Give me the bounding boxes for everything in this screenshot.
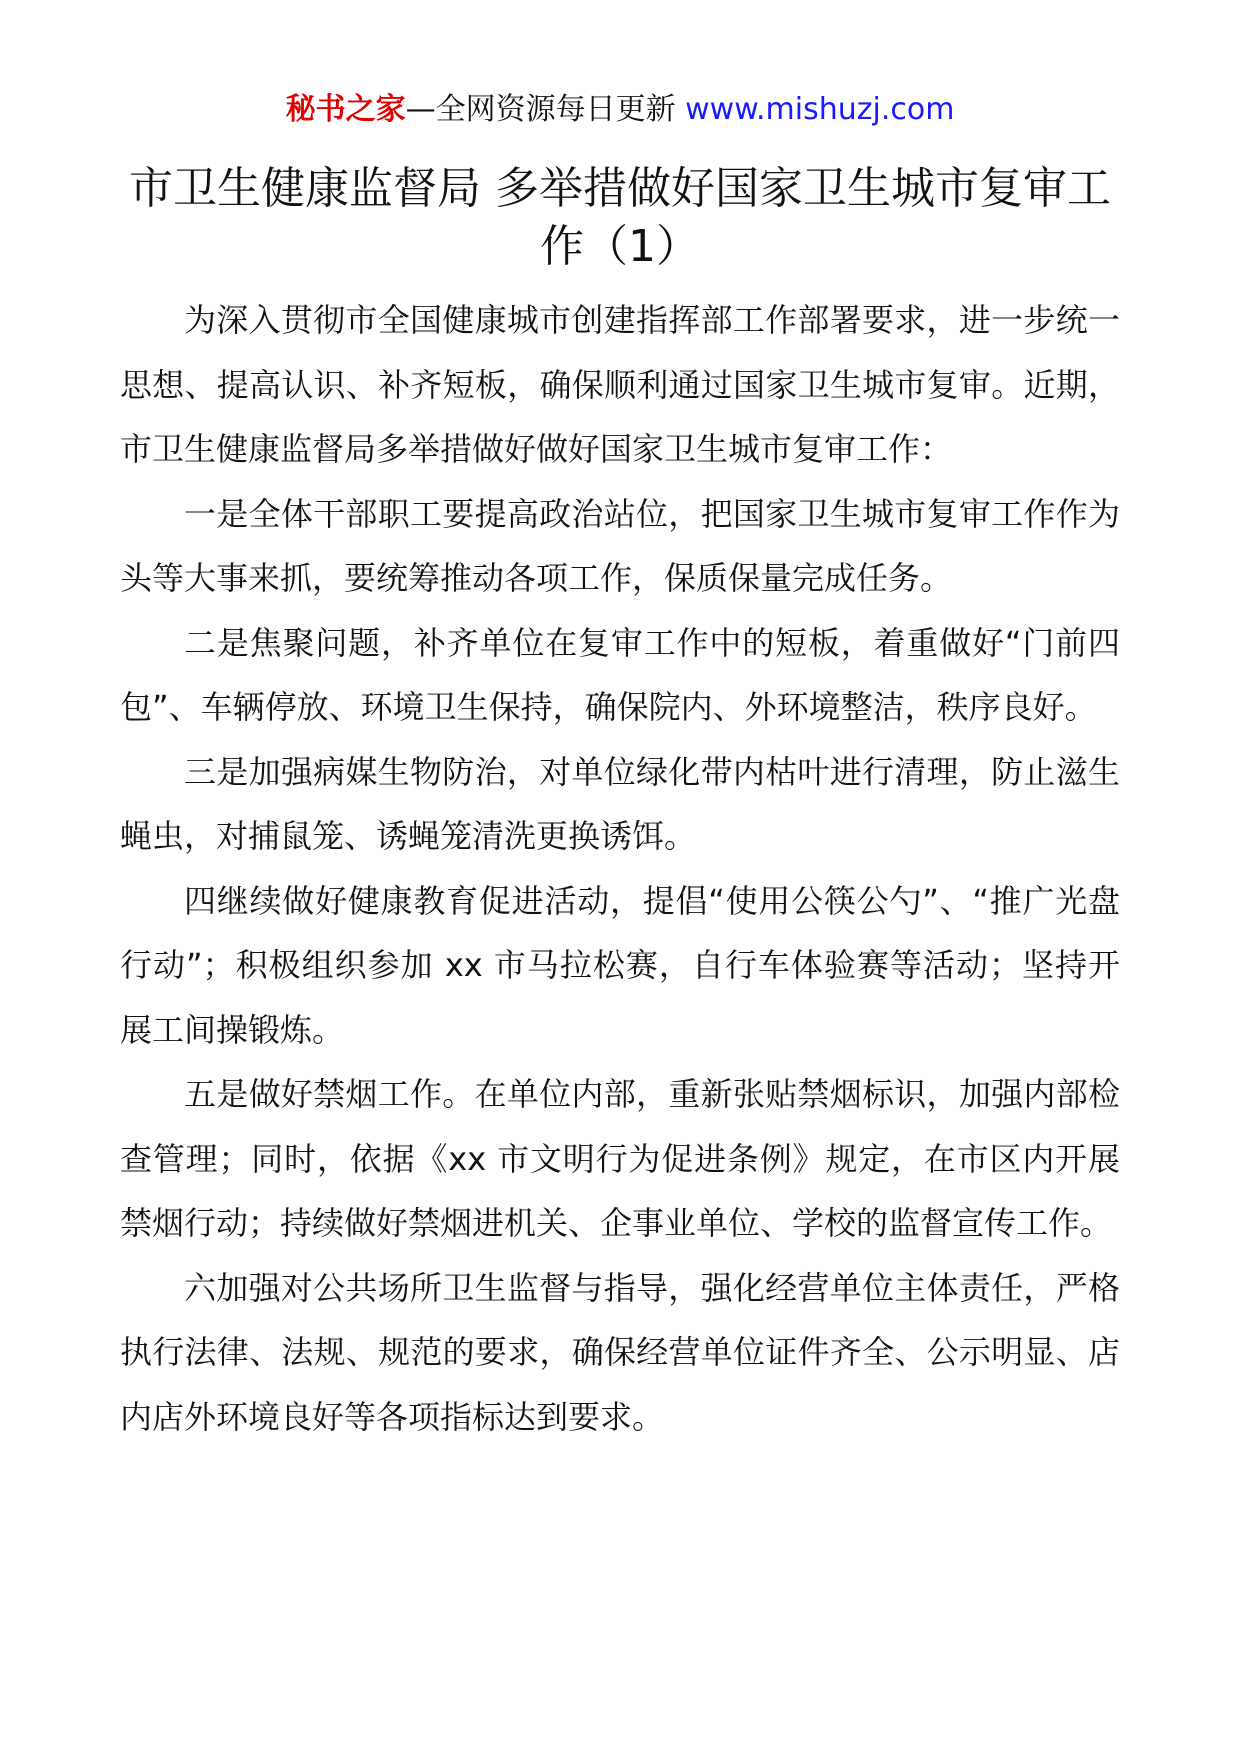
document-title: 市卫生健康监督局 多举措做好国家卫生城市复审工作（1）	[129, 163, 1111, 272]
document-body	[120, 288, 1120, 1449]
site-header	[0, 88, 1240, 132]
paragraph-item-5: 五是做好禁烟工作。在单位内部，重新张贴禁烟标识，加强内部检查管理；同时，依据《xx 市文明行为促进条例》规定，在市区内开展禁烟行动；持续做好禁烟进机关、企事业单位、学校的监督宣传工作。	[120, 1075, 1120, 1242]
site-slogan: —全网资源每日更新	[405, 92, 686, 127]
paragraph-item-2: 二是焦聚问题，补齐单位在复审工作中的短板，着重做好“门前四包”、车辆停放、环境卫生保持，确保院内、外环境整洁，秩序良好。	[120, 623, 1120, 726]
paragraph-item-3: 三是加强病媒生物防治，对单位绿化带内枯叶进行清理，防止滋生蝇虫，对捕鼠笼、诱蝇笼清洗更换诱饵。	[120, 752, 1120, 855]
site-name: 秘书之家	[285, 92, 406, 127]
paragraph-item-4: 四继续做好健康教育促进活动，提倡“使用公筷公勺”、“推广光盘行动”；积极组织参加 xx 市马拉松赛，自行车体验赛等活动；坚持开展工间操锻炼。	[120, 881, 1120, 1049]
paragraph-item-1: 一是全体干部职工要提高政治站位，把国家卫生城市复审工作作为头等大事来抓，要统筹推动各项工作，保质保量完成任务。	[120, 494, 1120, 597]
site-url-link[interactable]: www.mishuzj.com	[685, 92, 955, 127]
paragraph-intro: 为深入贯彻市全国健康城市创建指挥部工作部署要求，进一步统一思想、提高认识、补齐短板，确保顺利通过国家卫生城市复审。近期，市卫生健康监督局多举措做好做好国家卫生城市复审工作：	[120, 301, 1120, 468]
paragraph-item-6: 六加强对公共场所卫生监督与指导，强化经营单位主体责任，严格执行法律、法规、规范的要求，确保经营单位证件齐全、公示明显、店内店外环境良好等各项指标达到要求。	[120, 1268, 1120, 1436]
